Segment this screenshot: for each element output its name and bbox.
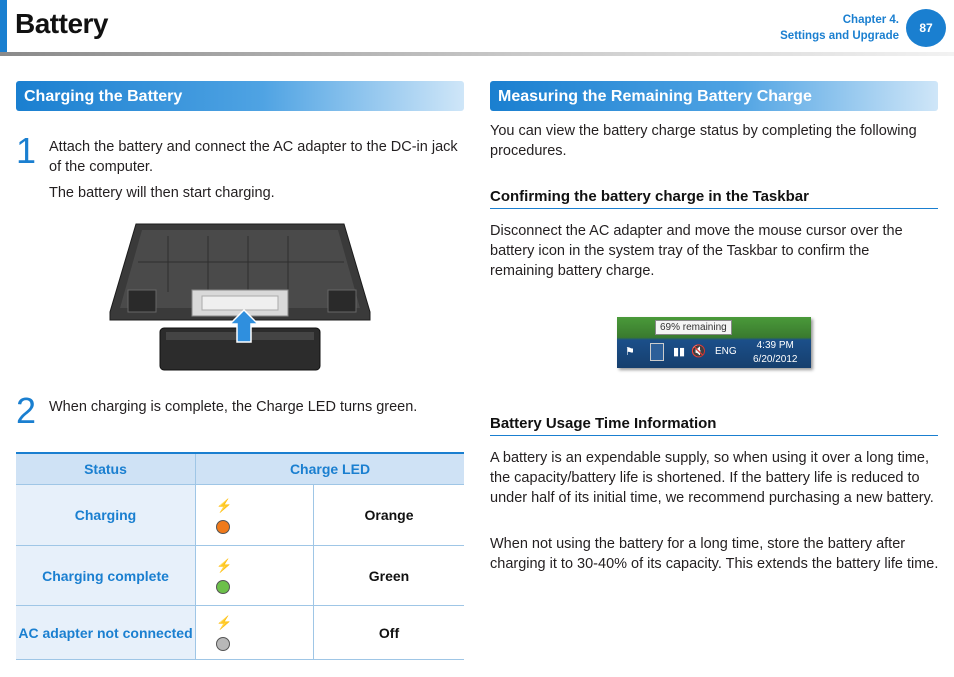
step-1-note: The battery will then start charging. [49, 185, 275, 201]
status-column-header: Status [16, 453, 196, 485]
status-cell: AC adapter not connected [16, 606, 196, 660]
volume-muted-icon[interactable]: 🔇 [691, 344, 706, 358]
led-column-header: Charge LED [196, 453, 465, 485]
page-title: Battery [15, 8, 108, 39]
status-cell: Charging complete [16, 546, 196, 606]
chapter-title: Settings and Upgrade [780, 30, 899, 42]
charge-led-table [16, 452, 464, 660]
clock-date: 6/20/2012 [753, 354, 798, 365]
subheading-usage-time: Battery Usage Time Information [490, 415, 938, 436]
subheading-taskbar: Confirming the battery charge in the Taskbar [490, 188, 938, 209]
usage-paragraph-2: When not using the battery for a long time, store the battery after charging it to 30-40% of its capacity. This extends the battery life time. [490, 536, 939, 572]
table-row [16, 546, 464, 606]
charge-led-icon: ⚡ [216, 558, 233, 573]
flag-icon[interactable]: ⚑ [625, 346, 635, 358]
title-accent-bar [0, 0, 7, 53]
page-number-badge: 87 [906, 9, 946, 47]
chapter-number: Chapter 4. [842, 14, 899, 26]
section-header-measuring: Measuring the Remaining Battery Charge [490, 81, 938, 111]
taskbar-screenshot [617, 317, 811, 368]
clock[interactable] [753, 339, 798, 367]
usage-paragraph-1: A battery is an expendable supply, so when using it over a long time, the capacity/battery life is shortened. If the battery life is reduced to under half of its initial time, we recommend purchasing a new battery. [490, 450, 934, 506]
charge-led-icon: ⚡ [216, 497, 233, 513]
led-value-cell: Green [314, 546, 465, 606]
step-1-text: Attach the battery and connect the AC adapter to the DC-in jack of the computer. [49, 139, 458, 175]
table-header-row [16, 453, 464, 485]
clock-time: 4:39 PM [756, 340, 794, 351]
taskbar-instructions: Disconnect the AC adapter and move the mouse cursor over the battery icon in the system tray of the Taskbar to confirm the remaining battery charge. [490, 223, 903, 279]
step-number-1: 1 [16, 130, 37, 171]
led-value-cell: Off [314, 606, 465, 660]
status-cell: Charging [16, 485, 196, 546]
led-icon-cell [196, 606, 314, 660]
table-row [16, 606, 464, 660]
header-divider [0, 52, 954, 56]
battery-tooltip: 69% remaining [655, 320, 732, 335]
orange-led-icon [216, 520, 230, 534]
step-2-text: When charging is complete, the Charge LED turns green. [49, 399, 418, 415]
table-row [16, 485, 464, 546]
language-indicator[interactable]: ENG [715, 346, 737, 357]
charge-led-icon: ⚡ [216, 615, 233, 630]
battery-insertion-illustration [108, 222, 378, 374]
led-icon-cell [196, 546, 314, 606]
intro-text: You can view the battery charge status by completing the following procedures. [490, 123, 917, 159]
section-header-charging: Charging the Battery [16, 81, 464, 111]
off-led-icon [216, 637, 230, 651]
led-value-cell: Orange [314, 485, 465, 546]
battery-icon[interactable] [650, 343, 664, 361]
green-led-icon [216, 580, 230, 594]
network-icon[interactable]: ▮▮ [673, 346, 686, 358]
chapter-label [780, 12, 899, 44]
led-icon-cell [196, 485, 314, 546]
step-number-2: 2 [16, 390, 37, 431]
